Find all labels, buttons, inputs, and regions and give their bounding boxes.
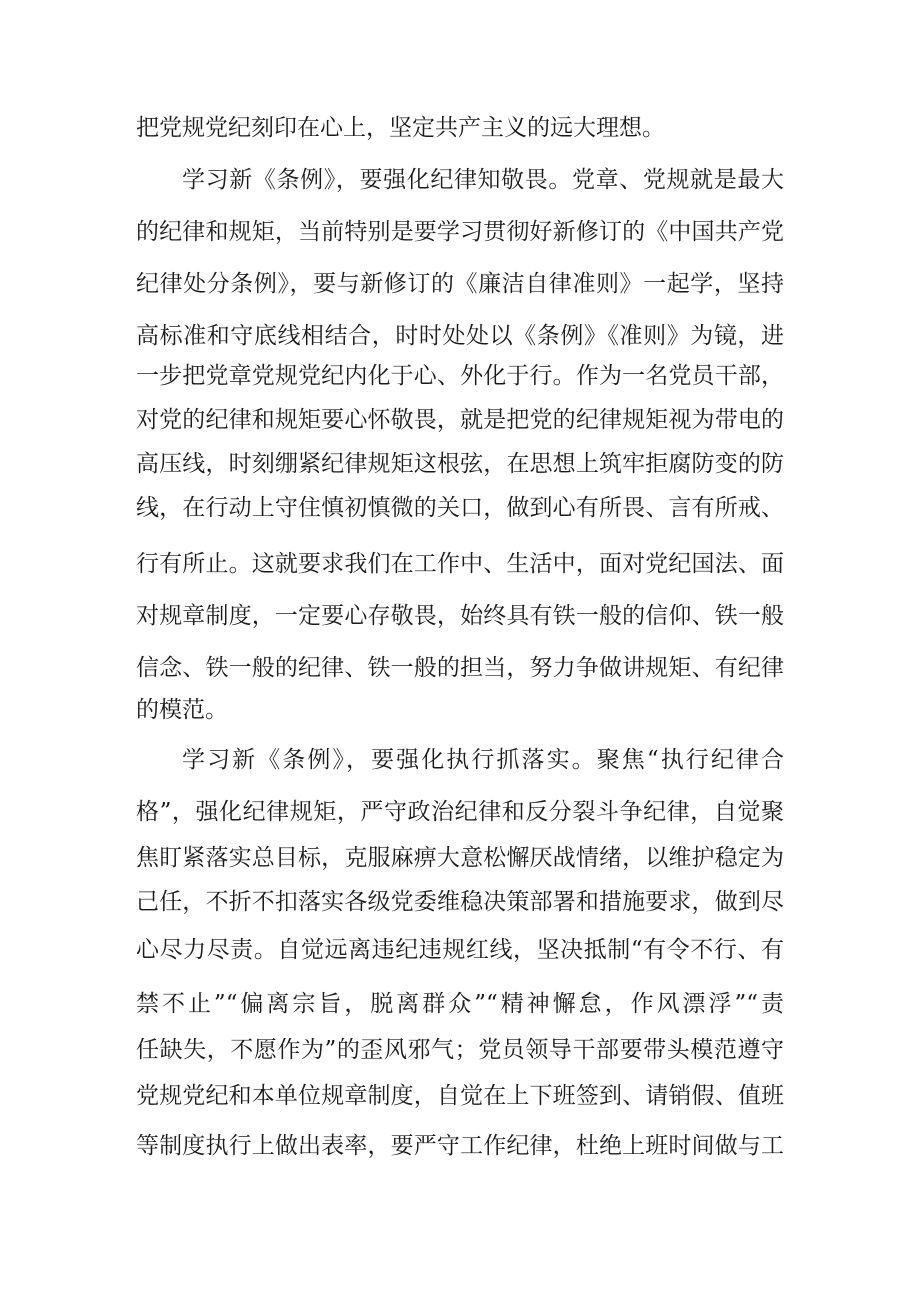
text-line: 格”，强化纪律规矩，严守政治纪律和反分裂斗争纪律，自觉聚 <box>136 799 784 825</box>
text-line: 党规党纪和本单位规章制度，自觉在上下班签到、请销假、值班 <box>136 1083 784 1109</box>
text-line: 任缺失，不愿作为”的歪风邪气；党员领导干部要带头模范遵守 <box>136 1037 784 1063</box>
text-line: 高压线，时刻绷紧纪律规矩这根弦，在思想上筑牢拒腐防变的防 <box>136 451 784 477</box>
text-line: 焦盯紧落实总目标，克服麻痹大意松懈厌战情绪，以维护稳定为 <box>136 845 784 871</box>
text-line: 等制度执行上做出表率，要严守工作纪律，杜绝上班时间做与工 <box>136 1133 784 1159</box>
text-line: 高标准和守底线相结合，时时处处以《条例》《准则》为镜，进 <box>136 323 784 349</box>
paragraph-first-line: 学习新《条例》，要强化执行抓落实。聚焦“执行纪律合 <box>182 747 784 773</box>
text-line: 线，在行动上守住慎初慎微的关口，做到心有所畏、言有所戒、 <box>136 495 784 521</box>
paragraph-first-line: 学习新《条例》，要强化纪律知敬畏。党章、党规就是最大 <box>182 167 784 193</box>
text-line: 行有所止。这就要求我们在工作中、生活中，面对党纪国法、面 <box>136 551 784 577</box>
text-line: 己任，不折不扣落实各级党委维稳决策部署和措施要求，做到尽 <box>136 889 784 915</box>
paragraph-last-line: 的模范。 <box>136 697 228 723</box>
text-line: 的纪律和规矩，当前特别是要学习贯彻好新修订的《中国共产党 <box>136 219 784 245</box>
text-line: 把党规党纪刻印在心上，坚定共产主义的远大理想。 <box>136 115 665 141</box>
text-line: 对规章制度，一定要心存敬畏，始终具有铁一般的信仰、铁一般 <box>136 603 784 629</box>
text-line: 一步把党章党规党纪内化于心、外化于行。作为一名党员干部， <box>136 363 784 389</box>
text-line: 信念、铁一般的纪律、铁一般的担当，努力争做讲规矩、有纪律 <box>136 655 784 681</box>
text-line: 纪律处分条例》，要与新修订的《廉洁自律准则》一起学，坚持 <box>136 271 784 297</box>
text-line: 心尽力尽责。自觉远离违纪违规红线，坚决抵制“有令不行、有 <box>136 937 784 963</box>
text-line: 对党的纪律和规矩要心怀敬畏，就是把党的纪律规矩视为带电的 <box>136 407 784 433</box>
text-line: 禁不止”“偏离宗旨，脱离群众”“精神懈怠，作风漂浮”“责 <box>136 991 784 1017</box>
